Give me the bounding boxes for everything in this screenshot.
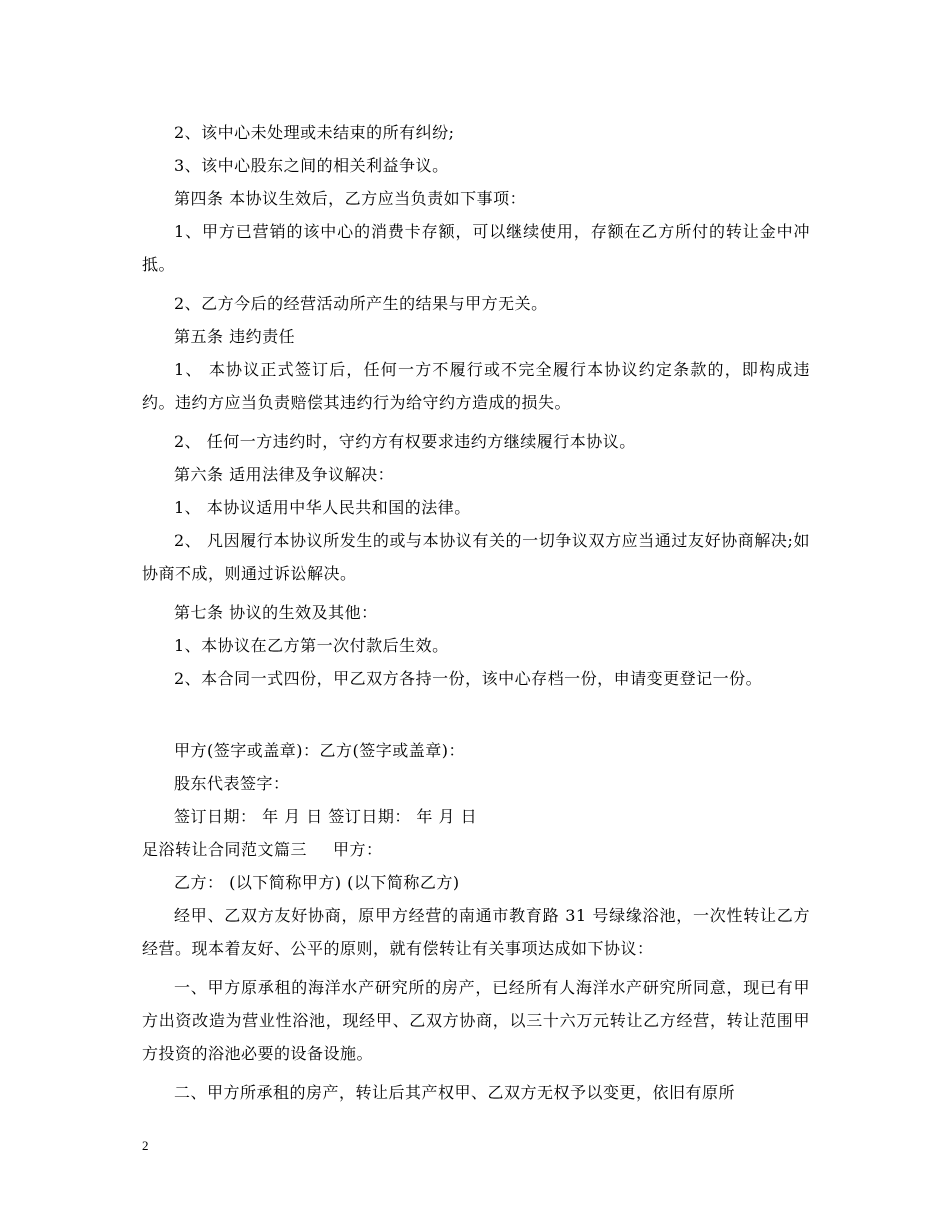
paragraph: 2、 任何一方违约时，守约方有权要求违约方继续履行本协议。	[174, 432, 636, 451]
paragraph: 二、甲方所承租的房产，转让后其产权甲、乙双方无权予以变更，依旧有原所	[174, 1083, 736, 1102]
paragraph: 第四条 本协议生效后，乙方应当负责如下事项：	[174, 189, 527, 208]
section-title: 足浴转让合同范文篇三	[142, 840, 308, 859]
date-line: 签订日期： 年 月 日 签订日期： 年 月 日	[174, 807, 478, 826]
paragraph: 2、本合同一式四份，甲乙双方各持一份，该中心存档一份，申请变更登记一份。	[174, 669, 763, 688]
paragraph: 2、 凡因履行本协议所发生的或与本协议有关的一切争议双方应当通过友好协商解决;如协商不成，则通过诉讼解决。	[142, 531, 810, 583]
paragraph: 第五条 违约责任	[174, 327, 296, 346]
paragraph: 1、本协议在乙方第一次付款后生效。	[174, 636, 449, 655]
paragraph: 一、甲方原承租的海洋水产研究所的房产，已经所有人海洋水产研究所同意，现已有甲方出资改造为营业性浴池，现经甲、乙双方协商，以三十六万元转让乙方经营，转让范围甲方投资的浴池必要的设备设施。	[142, 978, 810, 1063]
signature-line: 股东代表签字：	[174, 774, 290, 793]
page-number: 2	[142, 1138, 149, 1153]
paragraph: 第七条 协议的生效及其他：	[174, 603, 378, 622]
paragraph: 乙方： (以下简称甲方) (以下简称乙方)	[174, 873, 460, 892]
paragraph: 1、甲方已营销的该中心的消费卡存额，可以继续使用，存额在乙方所付的转让金中冲抵。	[142, 222, 810, 274]
section-party: 甲方：	[333, 840, 383, 859]
section-heading-line	[142, 833, 810, 866]
paragraph: 第六条 适用法律及争议解决：	[174, 465, 395, 484]
paragraph: 经甲、乙双方友好协商，原甲方经营的南通市教育路 31 号绿缘浴池，一次性转让乙方经营。现本着友好、公平的原则，就有偿转让有关事项达成如下协议：	[142, 906, 810, 958]
paragraph: 3、该中心股东之间的相关利益争议。	[174, 156, 449, 175]
paragraph: 1、 本协议正式签订后，任何一方不履行或不完全履行本协议约定条款的，即构成违约。违约方应当负责赔偿其违约行为给守约方造成的损失。	[142, 360, 810, 412]
paragraph: 1、 本协议适用中华人民共和国的法律。	[174, 498, 471, 517]
paragraph: 2、乙方今后的经营活动所产生的结果与甲方无关。	[174, 294, 548, 313]
paragraph: 2、该中心未处理或未结束的所有纠纷;	[174, 123, 455, 142]
signature-line: 甲方(签字或盖章)：乙方(签字或盖章)：	[174, 741, 465, 760]
